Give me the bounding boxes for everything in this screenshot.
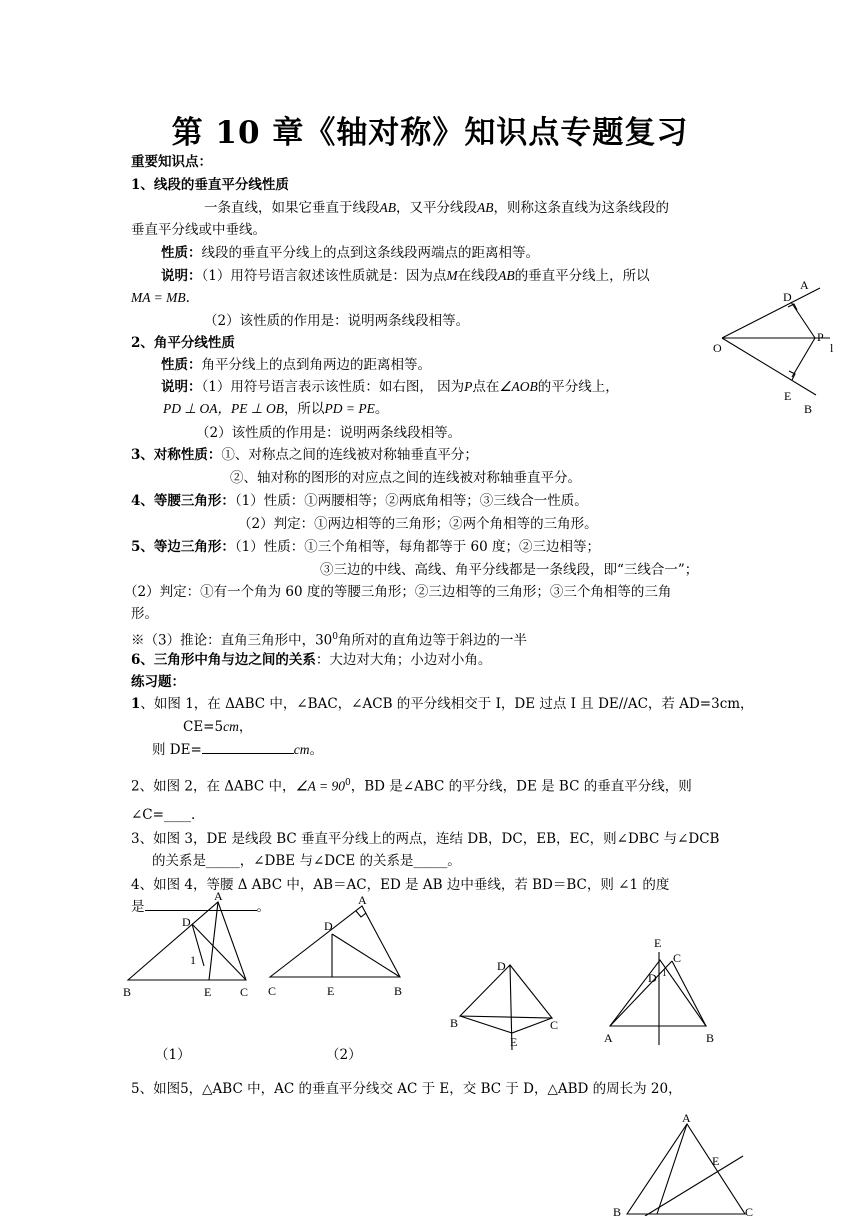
s1-def-line2: 垂直平分线或中垂线。 <box>131 222 266 238</box>
q4-b: 是 <box>131 899 145 915</box>
s6-text: ：大边对大角；小边对小角。 <box>315 652 492 668</box>
fig4-label-a: A <box>604 1031 613 1045</box>
q3-line1: 3、如图 3，DE 是线段 BC 垂直平分线上的两点，连结 DB，DC，EB，EC，则∠DBC 与∠DCB <box>131 831 720 847</box>
label-o: O <box>713 341 722 355</box>
s1-def-c: ，则称这条直线为这条线段的 <box>493 200 669 216</box>
s4-heading: 4、等腰三角形： <box>131 493 235 509</box>
q2-b: ，BD 是∠ABC 的平分线，DE 是 BC 的垂直平分线，则 <box>350 778 692 795</box>
s1-note1-end: . <box>185 290 190 306</box>
s3-heading: 3、对称性质： <box>131 447 222 463</box>
fig1-triangle <box>128 902 246 980</box>
fig2-label-c: C <box>268 984 277 998</box>
fig3-label-c: C <box>550 1018 559 1032</box>
figure-4 <box>598 930 728 1050</box>
s3-item2: ②、轴对称的图形的对应点之间的连线被对称轴垂直平分。 <box>230 470 581 486</box>
fig3-label-e: E <box>510 1035 518 1049</box>
fig5-segment-ad <box>657 1124 687 1214</box>
figure-5 <box>605 1110 755 1216</box>
s2-note1-formula: PD ⊥ OA，PE ⊥ OB <box>163 401 284 416</box>
fig2-label-e: E <box>327 984 335 998</box>
s2-heading: 2、角平分线性质 <box>131 335 235 351</box>
ray-oa <box>722 288 820 338</box>
s2-note1-end: 。 <box>374 401 389 417</box>
label-d: D <box>783 290 792 304</box>
segment-pe <box>792 338 815 377</box>
section-header: 重要知识点： <box>131 154 212 170</box>
q2-c: ∠C=____. <box>131 807 196 823</box>
s1-note-label: 说明： <box>161 268 202 284</box>
s2-note1-d: ，所以 <box>284 401 325 417</box>
s1-def-ab2: AB <box>477 200 494 215</box>
s5-line1-text: （1）性质：①三个角相等，每角都等于 60 度；②三边相等； <box>234 539 601 555</box>
s1-prop-text: 线段的垂直平分线上的点到这条线段两端点的距离相等。 <box>201 245 539 261</box>
s4-line2: （2）判定：①两边相等的三角形；②两个角相等的三角形。 <box>238 516 598 532</box>
s3-line1 <box>131 446 478 464</box>
s6-heading: 6、三角形中角与边之间的关系 <box>131 652 316 668</box>
fig3-segments-be-ec <box>460 1016 552 1033</box>
s2-note-label: 说明： <box>161 379 202 395</box>
fig4-label-d: D <box>648 971 657 985</box>
label-e: E <box>784 389 792 403</box>
q1-line3 <box>152 741 323 759</box>
s1-property <box>161 244 539 262</box>
fig1-label-d: D <box>182 915 191 929</box>
s5-line5-sup: 0 <box>332 632 339 642</box>
figure-1 <box>120 888 260 1006</box>
fig5-label-b: B <box>613 1205 622 1216</box>
fig2-right-angle-mark <box>356 911 366 917</box>
s1-note1-ab: AB <box>498 268 515 283</box>
s2-note1-p: P <box>464 379 473 394</box>
q1-b: CE=5 <box>183 719 224 735</box>
s2-property <box>161 356 431 374</box>
q1-cm: cm <box>223 719 239 734</box>
q2-formula: ∠A = 90 <box>295 778 346 794</box>
s2-note1-angle: ∠AOB <box>499 379 538 394</box>
s1-note1-formula-line <box>131 289 190 307</box>
fig3-label-b: B <box>450 1016 459 1030</box>
exercises-header: 练习题： <box>131 674 185 690</box>
s1-note1-c: 的垂直平分线上，所以 <box>514 268 650 284</box>
s1-heading: 1、线段的垂直平分线性质 <box>131 177 289 193</box>
s2-prop-text: 角平分线上的点到角两边的距离相等。 <box>201 357 431 373</box>
figure-3 <box>448 955 568 1055</box>
s2-note1-a: （1）用符号语言表示该性质：如右图， 因为 <box>201 379 465 395</box>
s5-line4: 形。 <box>131 606 158 622</box>
fig1-segment-ae <box>209 902 218 980</box>
fig3-label-d: D <box>497 959 506 973</box>
s1-note2: （2）该性质的作用是：说明两条线段相等。 <box>204 313 470 329</box>
s1-def-b: ，又平分线段 <box>396 200 477 216</box>
s1-note1-formula: MA = MB <box>131 290 186 305</box>
q1-line2 <box>183 718 252 736</box>
s1-note1-a: （1）用符号语言叙述该性质就是：因为点 <box>201 268 447 284</box>
fig2-triangle <box>270 906 400 977</box>
q2-sup: 0 <box>345 778 351 788</box>
s5-line5-b: 角所对的直角边等于斜边的一半 <box>338 632 528 649</box>
s2-note1-formula-line <box>163 400 388 418</box>
fig4-triangle <box>610 960 706 1026</box>
q1-c-end: 。 <box>309 742 324 758</box>
fig2-label-d: D <box>324 919 333 933</box>
label-a: A <box>800 278 809 292</box>
ray-ob <box>722 338 816 395</box>
q1-b-end: ， <box>238 719 253 735</box>
s1-def-ab1: AB <box>379 200 396 215</box>
q4-end: 。 <box>256 899 270 915</box>
fig1-caption: （1） <box>155 1047 191 1063</box>
q1-cm2: cm <box>293 742 310 757</box>
fig5-label-a: A <box>682 1111 691 1125</box>
fig1-label-b: B <box>123 985 132 999</box>
label-l: l <box>830 341 834 355</box>
s5-line1 <box>131 538 600 556</box>
fig1-label-e: E <box>204 985 212 999</box>
fig4-segment-bc <box>672 961 706 1026</box>
q3-line2: 的关系是_____，∠DBE 与∠DCE 的关系是_____。 <box>152 853 461 869</box>
fig4-label-b: B <box>706 1031 715 1045</box>
segment-pd <box>791 302 815 338</box>
fig1-label-a: A <box>214 889 223 903</box>
s1-definition <box>204 199 669 217</box>
q1-c: 则 DE= <box>152 742 202 758</box>
s2-note1 <box>161 378 619 396</box>
q1-num: 1 <box>131 696 141 712</box>
fig4-label-c: C <box>673 951 682 965</box>
label-b: B <box>804 402 813 416</box>
q2-line1 <box>131 774 692 796</box>
fig5-triangle <box>627 1124 745 1214</box>
fig2-segment-bd <box>332 934 400 977</box>
q2-a: 2、如图 2，在 ΔABC 中， <box>131 778 296 795</box>
fig2-label-a: A <box>358 893 367 907</box>
s5-heading: 5、等边三角形： <box>131 539 235 555</box>
s3-item1: ①、对称点之间的连线被对称轴垂直平分； <box>221 447 478 463</box>
q1-a: 、如图 1，在 ΔABC 中，∠BAC，∠ACB 的平分线相交于 I，DE 过点 I 且 DE//AC，若 AD=3cm， <box>140 696 754 712</box>
s1-prop-label: 性质： <box>161 245 202 261</box>
s2-note1-b: 点在 <box>472 379 500 395</box>
q5-line1: 5、如图5，△ABC 中，AC 的垂直平分线交 AC 于 E，交 BC 于 D，△ABD 的周长为 20， <box>131 1081 682 1097</box>
fig5-label-e: E <box>712 1154 720 1168</box>
q1-line1 <box>131 695 754 713</box>
fig5-label-c: C <box>745 1205 754 1216</box>
s2-note2: （2）该性质的作用是：说明两条线段相等。 <box>196 425 462 441</box>
s2-prop-label: 性质： <box>161 357 202 373</box>
fig1-label-c: C <box>240 985 249 999</box>
label-p: P <box>817 330 824 344</box>
fig1-label-1: 1 <box>190 953 196 967</box>
s2-note1-formula2: PD = PE <box>324 401 375 416</box>
s5-line2: ③三边的中线、高线、角平分线都是一条线段，即“三线合一”； <box>320 562 699 578</box>
s5-line3: （2）判定：①有一个角为 60 度的等腰三角形；②三边相等的三角形；③三个角相等的三角 <box>124 584 672 600</box>
fig2-caption: （2） <box>326 1047 362 1063</box>
fig4-label-e: E <box>654 936 662 950</box>
fig2-label-b: B <box>394 984 403 998</box>
figure-2 <box>262 888 412 1006</box>
s5-line5 <box>131 628 527 650</box>
s1-note1-m: M <box>446 268 458 283</box>
s6-line <box>131 651 491 669</box>
s2-note1-c: 的平分线上， <box>537 379 619 395</box>
s4-line1-text: （1）性质：①两腰相等；②两底角相等；③三线合一性质。 <box>234 493 588 509</box>
fig3-triangle-dbc <box>460 965 552 1018</box>
s5-line5-a: ※（3）推论：直角三角形中，30 <box>131 632 333 649</box>
q1-answer-blank[interactable] <box>202 741 294 754</box>
page-title: 第 10 章《轴对称》知识点专题复习 <box>171 115 689 151</box>
q4-line1: 4、如图 4，等腰 Δ ABC 中，AB＝AC，ED 是 AB 边中垂线，若 BD＝BC，则 ∠1 的度 <box>131 877 670 893</box>
s1-def-a: 一条直线，如果它垂直于线段 <box>204 200 380 216</box>
s4-line1 <box>131 492 588 510</box>
fig4-label-1: 1 <box>662 968 667 978</box>
s1-note1 <box>161 267 650 285</box>
angle-bisector-figure <box>712 280 842 420</box>
s1-note1-b: 在线段 <box>457 268 499 284</box>
